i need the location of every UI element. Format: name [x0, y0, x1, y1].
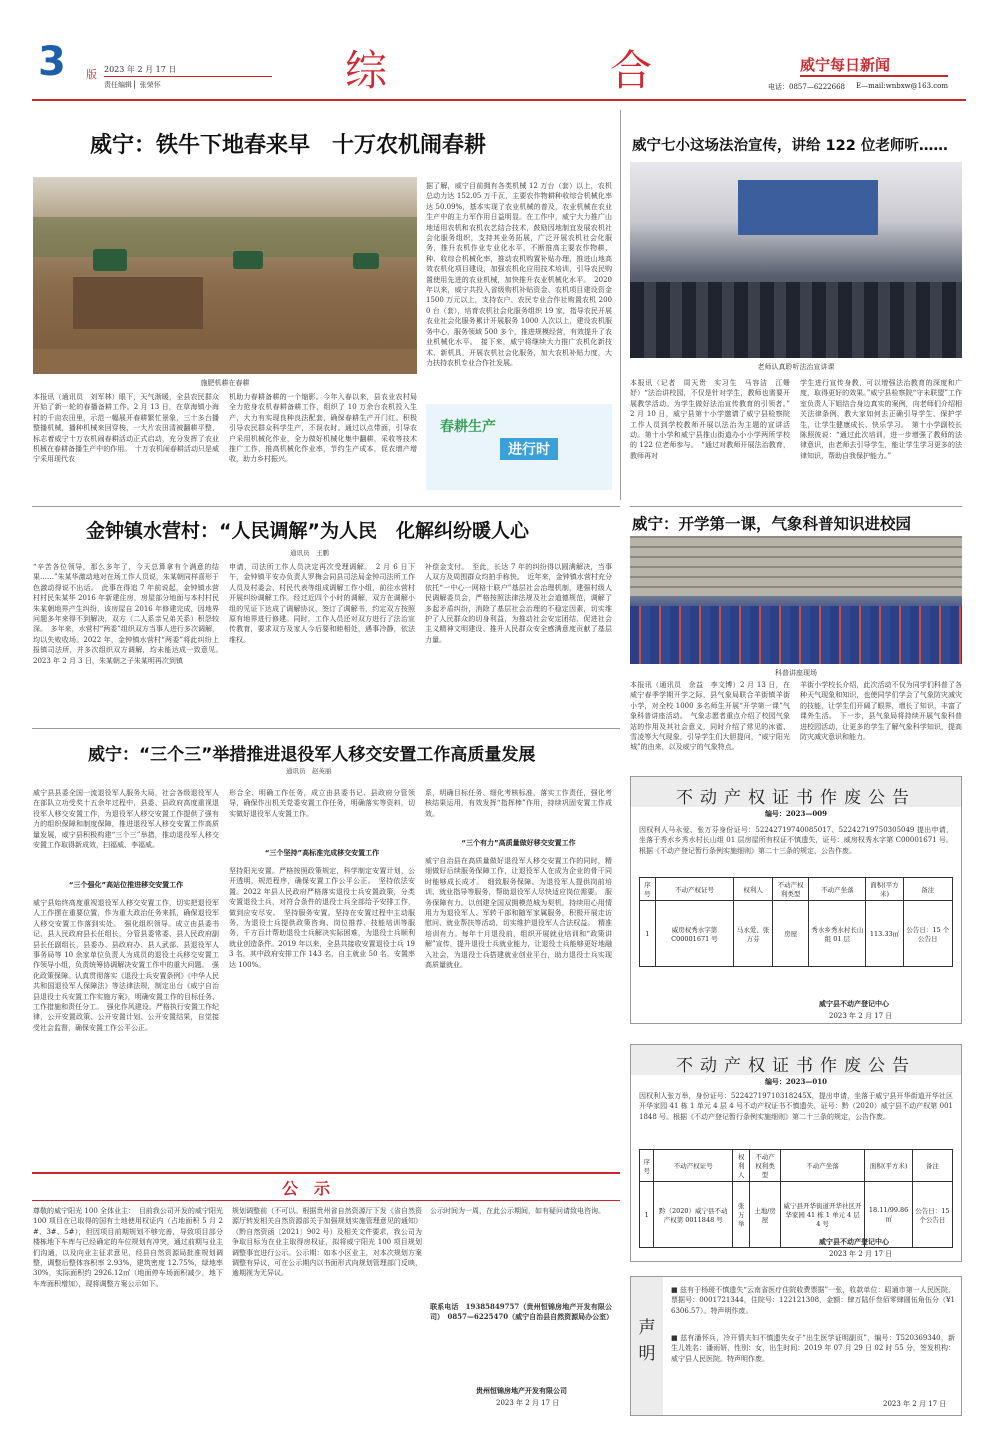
property-notice-1: [630, 776, 962, 1024]
school-building: [630, 536, 962, 596]
divider: [630, 506, 962, 507]
article4-title: 金钟镇水营村：“人民调解”为人民 化解纠纷暖人心: [86, 520, 529, 542]
article5-col2: 形合全、明确工作任务，成立由县委书记、县政府分管领导，确保作出机关党委安置工作任务，明确落实等资料，切实做好退役军人安置工作。: [229, 789, 415, 818]
presentation-screen: [738, 180, 878, 235]
public-notice-date: 2023 年 2 月 17 日: [496, 1399, 560, 1407]
table-cell: 1: [640, 1182, 654, 1248]
article5-col1b: 威宁县始终高度重视退役军人移交安置工作，切实把退役军人工作摆在重要位置，作为重大政治任务来抓，确保退役军人移交安置工作落到实处。 强化组织领导。成立由县委书记、县人民政府县长任组长，分管县委常委、县人民政府副县长任副组长，县委办、县政府办、县人武部、县退役军人事务局等 10 余家单位负责人为成员的退役士兵移交安置工作领导小组，负责统筹协调解决安置工作中的重大问题。 强化政策保障。认真贯彻落实《退役士兵安置条例》《中华人民共和国退役军人保障法》等法律法规，制定出台《威宁自治县退役士兵安置工作实施方案》，明确安置工作的目标任务、工作措施和责任分工。 强化作风建设。严格执行安置工作纪律，公开安置政策、公开安置计划、公开安置结果，自觉接受社会监督，确保安置工作公平公正。: [33, 899, 219, 1032]
property-notice-1-number: 编号：2023—009: [764, 809, 828, 818]
table-cell: 18.11/99.86㎡: [865, 1182, 912, 1248]
table-header-row: [640, 1150, 953, 1182]
paper-name-rule: [800, 75, 948, 77]
statement-item-2: ■ 兹有潘怀兵，冷开情夫妇不慎遗失女子“出生医学证明副页”，编号：T520369340，新生儿姓名：潘雨妍，性别：女，出生时间：2019 年 07 月 29 日 02 时 55 分，签发机构：威宁县人民医院。特声明作废。: [671, 1334, 955, 1363]
article5-col2b: 坚持阳光安置。严格按照政策规定，科学制定安置计划，公开透明，规范程序，确保安置工作公平公正。 坚持依法安置。2022 年县人民政府严格落实退役士兵安置政策，分类安置退役士兵，对符合条件的退役士兵全部给予安排工作，做到应安尽安。 坚持服务安置。坚持在安置过程中主动服务，为退役士兵提供政策咨询、岗位推荐、技能培训等服务，千方百计帮助退役士兵解决实际困难，为退役士兵顺利就业创造条件。2019 年以来，全县共接收安置退役士兵 193 名，其中政府安排工作 143 名，自主就业 50 名，安置率达 100%。: [229, 867, 415, 969]
article3-title: 威宁：开学第一课，气象科普知识进校园: [632, 515, 912, 533]
table-header: 不动产权证号: [655, 878, 734, 901]
table-cell: 威房权秀水字第 C00001671 号: [655, 901, 734, 967]
article3-photo: [630, 536, 962, 664]
article4-col1: “辛苦各位领导，那么多年了，今天总算拿有个满意的结果……”朱某华激动地对在场工作人员说，朱某朝同样喜形于色激动得说不出话。 此事在得追 7 年前说起，金钟镇水营村村民朱某华 2016 年新建住房，房屋部分地面与本村村民朱某朝地界产生纠纷，该房屋自 2016 年修建完成，因地界问题多年来得不到解决，双方（二人系亲兄弟关系）积怨较深。 多年来，水营村“两委”组织双方当事人进行多次调解，均以失败收场。2022 年，金钟镇水营村“两委”将此纠纷上报镇司法所，并多次组织双方调解，均未能达成一致意见。 2023 年 2 月 3 日，朱某朝之子朱某明再次到镇: [33, 563, 226, 665]
table-cell: 黔（2020）威宁县不动产权第 0011848 号: [654, 1182, 733, 1248]
editor: 责任编辑 ▏张荣怀: [104, 81, 161, 89]
property-notice-2-title: 不动产权证书作废公告: [676, 1056, 916, 1076]
property-notice-2-body: 因权利人张万举，身份证号：52242719710318245X，提出申请，坐落于威宁县开华街道开华社区开华家园 41 栋 1 单元 4 层 4 号不动产权证书不慎遗失，证号：黔（2020）威宁县不动产权第 0011848 号。根据《不动产登记暂行条例实施细则》第二十三条的规定，公告作废。: [639, 1092, 953, 1121]
article1-col3: 据了解，威宁目前拥有各类机械 12 万台（套）以上，农机总动力达 152.05 万千瓦，主要农作物耕种收综合机械化率达 50.09%，基本实现了农业机械的普及，农业机械在农业生产中的主力军作用日益明显。在工作中，威宁大力推广山地适用农机和农机农艺结合技术，鼓励因地制宜发展农机社会化服务组织，支持其业务拓展，广泛开展农机社会化服务，推升农机作业专业化水平，不断推高主要农作物耕、种、收综合机械化率，推动农机购置补贴办理，推进山地高效农机化项目建设，加强农机化应用技术培训，引导农民购置使用先进的农业机械，加快推升农业机械化水平。 2020 年以来，威宁共投入省级购机补贴资金、农机项目建设资金 1500 万元以上，支持农户、农民专业合作社购置农机 2000 台（套），培育农机社会化服务组织 19 家，指导农民开展农业社会化服务累计开展服务 1000 人次以上，建设农机服务中心，服务领域 500 多个，推进规模经营，有效提升了农业机械化水平。 接下来，威宁将继续大力推广农机化新技术、新机具，开展农机社会化服务，加大农机补贴力度，大力扶持农机专业合作社发展。: [426, 182, 612, 367]
article1-col1: 本报讯（通讯员 刘军林）眼下，天气渐暖，全县农民群众开始了新一轮的春播备耕工作。2 月 13 日，在草海镇小海村的千亩农田里，示范一幅展开春耕繁忙景象，三十多台播整播机械，播种机械来回穿梭，一大片农田清被翻耕平整，标志着威宁十万农机闹春耕活动正式启动，充分发挥了农业机械在春耕备播生产中的作用。 十万农机闹春耕活动只是威宁采用现代农: [33, 393, 219, 464]
property-notice-2-date: 2023 年 2 月 17 日: [829, 1250, 893, 1258]
table-cell: 威宁县开华街道开华社区开华家园 41 栋 1 单元 4 层 4 号: [780, 1182, 865, 1248]
property-notice-2: [630, 1044, 962, 1262]
table-row: [640, 1182, 953, 1248]
issue-date: 2023 年 2 月 17 日: [104, 65, 177, 74]
student-crowd: [630, 606, 962, 664]
article5-col3: 系，明确目标任务、细化考核标准，落实工作责任，强化考核结果运用，有效发挥“指挥棒”作用，持续巩固安置工作成效。: [425, 789, 612, 818]
article4-col2: 申请，司法所工作人员决定再次受理调解。 2 月 6 日下午，金钟镇平安办负责人罗梅会同县司法局金钟司法所工作人员及村委会、村民代表等组成调解工作小组，前往水营村开展纠纷调解工作。经过近四个小时的调解，双方在调解小组的见证下达成了调解协议，签订了调解书，约定双方按照原有地界进行修建。同时，工作人员还对双方进行了法治宣传教育，要求双方及家人今后要和睦相处，遇事冷静，依法维权。: [229, 563, 415, 644]
article4-col3: 补偿金支付。 至此，长达 7 年的纠纷得以圆满解决，当事人双方及周围群众均拍手称快。 近年来，金钟镇水营村充分依托“一中心一网格十联户”基层社会治理机制，建强村级人民调解委员会，严格按照法律法规及社会道德规范，调解了多起矛盾纠纷，消除了基层社会治理的不稳定因素，切实维护了人民群众的切身利益，为推动社会安定团结、促进社会主义精神文明建设、推升人民群众安全感满意度贡献了基层力量。: [425, 563, 612, 644]
notice-rule: [32, 1172, 620, 1174]
table-cell: 113.33㎡: [866, 901, 903, 967]
article5-sub1: “三个强化”高站位推进移交安置工作: [68, 881, 184, 889]
table-header: 备注: [903, 878, 952, 901]
table-cell: 房屋: [772, 901, 808, 967]
table-cell: 1: [640, 901, 656, 967]
table-header: 面积(平方米): [865, 1150, 912, 1182]
column-divider: [620, 110, 621, 500]
phone: 电话：0857—6222668: [768, 83, 845, 91]
table-cell: 张万举: [733, 1182, 750, 1248]
table-cell: 公告日：15 个公告日: [903, 901, 952, 967]
article4-byline: 通讯员 王鹏: [290, 549, 329, 557]
table-header: 权利人: [733, 1150, 750, 1182]
table-header: 不动产坐落: [809, 878, 866, 901]
spring-tag-box: [426, 404, 612, 490]
page-number: 3: [38, 39, 66, 85]
public-notice-col1: 尊敬的威宁阳光 100 全体业主： 目前我公司开发的威宁阳光 100 项目在已取得的国有土地使用权证内（占地面积 5 月 2#、3#、5#），但因项目前期规划不够完善，导致项目部分楼栋地下车库与已经确定的车位规划有冲突，通过前期与业主们沟通，以及向业主征求意见，经县自然资源局批准规划调整，调整后整体容积率 2.93%，建筑密度 12.75%，绿地率 30%，实际面积约 2926.12㎡（地面停车场面积减少，地下车库面积增加），现将调整方案公示如下。: [33, 1207, 223, 1288]
audience-rows: [630, 282, 962, 358]
table-cell: 马永爱、张万芬: [734, 901, 773, 967]
public-notice-contact: 联系电话 19385849757（贵州恒锦房地产开发有限公司） 0857—6225470（威宁自治县自然资源局办公室）: [430, 1302, 614, 1322]
article1-col2: 机助力春耕备耕的一个缩影。今年入春以来，县农业农村局全力抢身农机春耕备耕工作，组织了 10 万余台农机投入生产，大力有实现良种良法配套，确保春耕生产开门红。积极引导农民群众科学生产，不误农时。通过以点带面，引导农户采用机械化作业，全力做好机械化集中翻耕，采收等技术推广工作，推高机械化作业率，节约生产成本，促农增产增收，助力乡村振兴。: [229, 393, 417, 464]
seeder-machine: [73, 277, 203, 329]
table-header: 权利人: [734, 878, 773, 901]
table-row: [640, 901, 953, 967]
table-header: 面积(平方米): [866, 878, 903, 901]
page-unit: 版: [86, 68, 97, 81]
article3-photo-caption: 科普讲座现场: [775, 669, 817, 677]
article5-title: 威宁：“三个三”举措推进退役军人移交安置工作高质量发展: [88, 745, 536, 765]
table-cell: 公告日：15 个公告日: [912, 1182, 952, 1248]
property-notice-1-org: 威宁县不动产登记中心: [819, 999, 889, 1008]
divider: [32, 728, 620, 729]
header-rule: [104, 76, 272, 77]
public-notice-col3: 公示时间为一周，在此公示期间，如有疑问请致电咨询。: [430, 1207, 605, 1215]
public-notice-title: 公 示: [282, 1179, 331, 1198]
spring-tag-line1: 春耕生产: [440, 419, 496, 435]
article2-photo: [630, 162, 962, 358]
public-notice-col2: 规划调整前（不可以。根据贵州省自然资源厅下发《省自然资源厅转发相关自然资源部关于加强规划实施管理意见的通知》（黔自然资函〔2021〕902 号）及相关文件要求，我公司为争取目标为在业主取得房权证，拟将威宁阳光 100 项目规划调整事宜进行公示。公示期：如本小区业主，对本次规划方案调整有异议，可在公示期内以书面形式向规划管理部门反映，逾期视为无异议。: [232, 1207, 422, 1278]
article2-title: 威宁七小这场法治宣传，讲给 122 位老师听……: [632, 138, 948, 154]
article1-photo: [33, 177, 417, 374]
section-char-left: 综: [345, 46, 388, 95]
article5-col1: 威宁县县委全国一流退役军人服务大局，社会各级退役军人在部队立功受奖十五余年过程中，县委、县政府高度重视退役军人移交安置工作，为退役军人移交安置工作提供了强有力的组织保障和制度保障，推进退役军人移交安置工作高质量发展，威宁县积极构建“三个三”举措，推动退役军人移交安置工作取得新成效，扫福威、李福威。: [33, 789, 219, 850]
table-header: 序号: [640, 1150, 654, 1182]
property-notice-2-table: [639, 1149, 953, 1248]
public-notice-company: 贵州恒锦房地产开发有限公司: [476, 1386, 567, 1395]
article2-col1: 本报讯（记者 周天贵 实习生 马容洁 江姗妤）“法治讲校园，不仅是针对学生，教师也需要开展教学活动。为学生做好法治宣传教育的引领者。” 2 月 10 日，威宁县第十小学邀请了威宁县检察院工作人员到学校教师开展以法治为主题的宣讲活动。第十小学和威宁县推山街道办小小学两所学校的 122 位老师参与。 “通过对教师开展法治教育，教师再对: [630, 379, 797, 460]
article3-col1: 本报讯（通讯员 余益 李文博）2 月 13 日，在威宁春季学期开学之际，县气象局联合羊街镇羊街小学，对全校 1000 多名师生开展“开学第一课”气象科普讲座活动。 气象志愿者重点介绍了校园气象站的作用及其社会意义，同时介绍了常见的冰雹、雪凌等大气现象，引导学生们大胆提问，“威宁阳光城”的由来，以及威宁的气象特点。: [630, 681, 790, 752]
paper-name: 威宁每日新闻: [800, 56, 891, 74]
statement-label: 声明: [638, 1318, 656, 1364]
notice-rule: [32, 1200, 620, 1201]
table-header: 备注: [912, 1150, 952, 1182]
table-header: 不动产坐落: [780, 1150, 865, 1182]
article5-sub3: “三个有力”高质量做好移交安置工作: [461, 839, 576, 847]
statement-box: [630, 1276, 962, 1416]
tractor-shape: [93, 249, 127, 271]
table-cell: 土地/房屋: [750, 1182, 780, 1248]
article2-col2: 学生进行宣传身教，可以增强法治教育的深度和广度，取得更好的效果。”威宁县检察院“守未联盟”工作室负责人下姐结合身边真实的案例，向老师们介绍相关法律条例，教大家如何去正确引导学生、保护学生，让学生健康成长、快乐学习。 第十小学副校长陈照彼说：“通过此次培训，进一步增强了教师的法律意识，由老师去引导学生，能让学生学习更多的法律知识，帮助自我保护能力。”: [800, 379, 962, 460]
tractor-shape: [353, 253, 379, 269]
tractor-shape: [233, 251, 263, 269]
article5-col3b: 威宁自治县在高质量做好退役军人移交安置工作的同时，精细做好后续服务保障工作，让退役军人在成为企业的骨干同时能够成长成才。 细致服务保障。为退役军人提供岗前培训、就业指导等服务，帮助退役军人尽快适应岗位需要。 服务保障有力。以创建全国双拥模范城为契机，持续用心用情用力为退役军人、军转干部和随军家属服务，积极开展走访慰问、就业帮扶等活动，切实维护退役军人合法权益。 精准培训有力。每年十月退役前，组织开展就业培训和“政策讲解”宣传，提升退役士兵就业能力，让退役士兵能够更好地融入社会，为退役士兵搭建就业创业平台，助力退役士兵实现高质量就业。: [425, 857, 612, 970]
article2-photo-caption: 老师认真聆听法治宣讲课: [757, 363, 835, 371]
property-notice-2-org: 威宁县不动产登记中心: [819, 1237, 889, 1246]
property-notice-1-date: 2023 年 2 月 17 日: [829, 1012, 893, 1020]
article5-sub2: “三个坚持”高标准完成移交安置工作: [264, 849, 380, 857]
article1-title: 威宁：铁牛下地春来早 十万农机闹春耕: [90, 133, 487, 158]
table-header: 序号: [640, 878, 656, 901]
divider: [32, 506, 620, 507]
section-char-right: 合: [610, 46, 653, 95]
table-header-row: [640, 878, 953, 901]
table-header: 不动产权利类型: [772, 878, 808, 901]
property-notice-1-table: [639, 877, 953, 967]
property-notice-1-title: 不动产权证书作废公告: [676, 788, 916, 808]
spring-tag-line2: 进行时: [500, 438, 558, 460]
article5-byline: 通讯员 赵英丽: [286, 767, 332, 775]
statement-date: 2023 年 2 月 17 日: [883, 1400, 947, 1408]
property-notice-1-body: 因权利人马永爱、张万芬身份证号：52242719740085017、52242719750305049 提出申请，坐落于秀水乡秀水村长山组 01 层房屋所有权证不慎遗失，证号：威房权秀水字第 C00001671 号。根据《不动产登记暂行条例实施细则》第二十三条的规定，公告作废。: [639, 826, 953, 855]
property-notice-2-number: 编号：2023—010: [764, 1077, 828, 1086]
statement-item-1: ■ 兹有于杨瑷不慎遗失“云南省医疗住院收费票据”一张，收款单位：昭通市第一人民医院，票据号：0001721344，住院号：122121308，金额：肆万陆仟叁佰零肆圆伍角伍分（¥16306.57）。特声明作废。: [671, 1286, 955, 1315]
article1-photo-caption: 施肥机耕在春耕: [200, 379, 250, 387]
email: E—mail:wnbxw@163.com: [856, 82, 949, 90]
top-rule: [32, 99, 966, 101]
article3-col2: 羊街小学校长介绍，此次活动不仅为同学们科普了各种天气现象和知识，也使同学们学会了气象防灾减灾的技能，让学生们开阔了眼界，增长了知识，丰富了课外生活。 下一步，县气象局将持续开展气象科普进校园活动，让更多的学生了解气象科学知识，提高防灾减灾意识和能力。: [800, 681, 962, 742]
table-header: 不动产权证号: [654, 1150, 733, 1182]
table-cell: 秀水乡秀水村长山组 01 层: [809, 901, 866, 967]
table-header: 不动产权利类型: [750, 1150, 780, 1182]
